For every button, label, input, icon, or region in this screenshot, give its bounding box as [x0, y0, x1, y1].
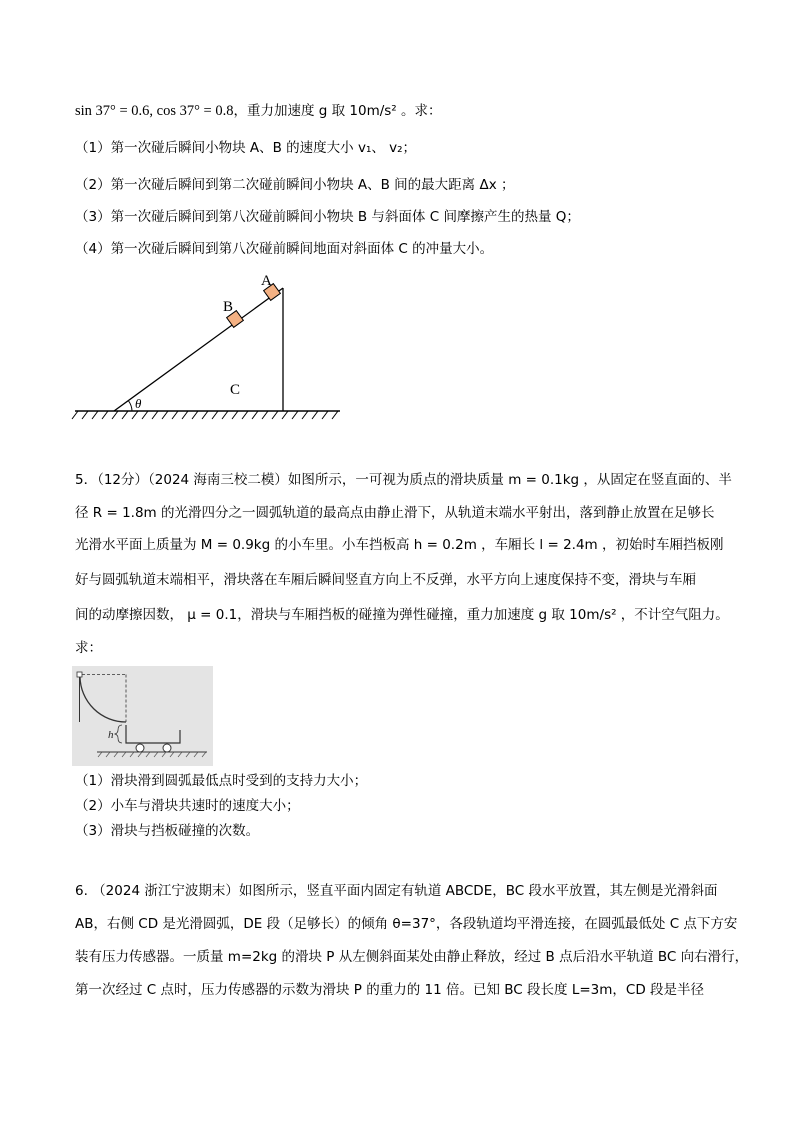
slider-block	[77, 672, 82, 677]
trig-values: sin 37° = 0.6, cos 37° = 0.8	[75, 103, 234, 119]
q5-line-4: 好与圆弧轨道末端相平，滑块落在车厢后瞬间竖直方向上不反弹，水平方向上速度保持不变，滑块与车厢	[75, 572, 696, 588]
cart-figure	[72, 666, 213, 766]
q5-line-1: 5．（12分）（2024 海南三校二模）如图所示，一可视为质点的滑块质量 m = 0.1kg ，从固定在竖直面的、半	[75, 472, 732, 488]
q5-line-5: 间的动摩擦因数， μ = 0.1，滑块与车厢挡板的碰撞为弹性碰撞，重力加速度 g 取 10m/s² ，不计空气阻力。	[75, 607, 729, 623]
incline-outline	[114, 288, 283, 411]
label-a: A	[261, 273, 272, 289]
ground-hatching	[72, 411, 340, 419]
q5-line-3: 光滑水平面上质量为 M = 0.9kg 的小车里。小车挡板高 h = 0.2m ，车厢长 l = 2.4m ，初始时车厢挡板刚	[75, 537, 724, 553]
label-c: C	[230, 382, 241, 398]
incline-figure	[70, 268, 350, 428]
cart-wheel-left	[136, 744, 144, 752]
q4-item-3: （3）第一次碰后瞬间到第八次碰前瞬间小物块 B 与斜面体 C 间摩擦产生的热量 Q；	[75, 209, 580, 225]
q6-line-3: 装有压力传感器。一质量 m=2kg 的滑块 P 从左侧斜面某处由静止释放，经过 B 点后沿水平轨道 BC 向右滑行，	[75, 949, 749, 965]
q5-item-1: （1）滑块滑到圆弧最低点时受到的支持力大小；	[75, 773, 368, 789]
q5-line-2: 径 R = 1.8m 的光滑四分之一圆弧轨道的最高点由静止滑下，从轨道末端水平射出，落到静止放置在足够长	[75, 505, 715, 521]
q4-item-1: （1）第一次碰后瞬间小物块 A、B 的速度大小 v₁、 v₂；	[75, 140, 417, 156]
q6-line-1: 6. （2024 浙江宁波期末）如图所示，竖直平面内固定有轨道 ABCDE，BC 段水平放置，其左侧是光滑斜面	[75, 883, 718, 899]
q6-line-2: AB，右侧 CD 是光滑圆弧，DE 段（足够长）的倾角 θ=37°，各段轨道均平滑连接，在圆弧最低处 C 点下方安	[75, 916, 738, 932]
label-h: h	[108, 729, 114, 741]
label-b: B	[223, 299, 234, 315]
q5-item-2: （2）小车与滑块共速时的速度大小；	[75, 798, 300, 814]
q4-item-4: （4）第一次碰后瞬间到第八次碰前瞬间地面对斜面体 C 的冲量大小。	[75, 241, 494, 257]
q5-item-3: （3）滑块与挡板碰撞的次数。	[75, 823, 260, 839]
q6-line-4: 第一次经过 C 点时，压力传感器的示数为滑块 P 的重力的 11 倍。已知 BC 段长度 L=3m，CD 段是半径	[75, 982, 705, 998]
q4-item-2: （2）第一次碰后瞬间到第二次碰前瞬间小物块 A、B 间的最大距离 Δx ；	[75, 177, 515, 193]
cart-wheel-right	[163, 744, 171, 752]
q5-line-6: 求：	[75, 640, 102, 656]
theta-arc	[129, 401, 132, 411]
label-theta: θ	[135, 396, 142, 411]
gravity-text: ，重力加速度 g 取 10m/s² 。求：	[233, 103, 442, 119]
given-values-line	[75, 101, 442, 121]
